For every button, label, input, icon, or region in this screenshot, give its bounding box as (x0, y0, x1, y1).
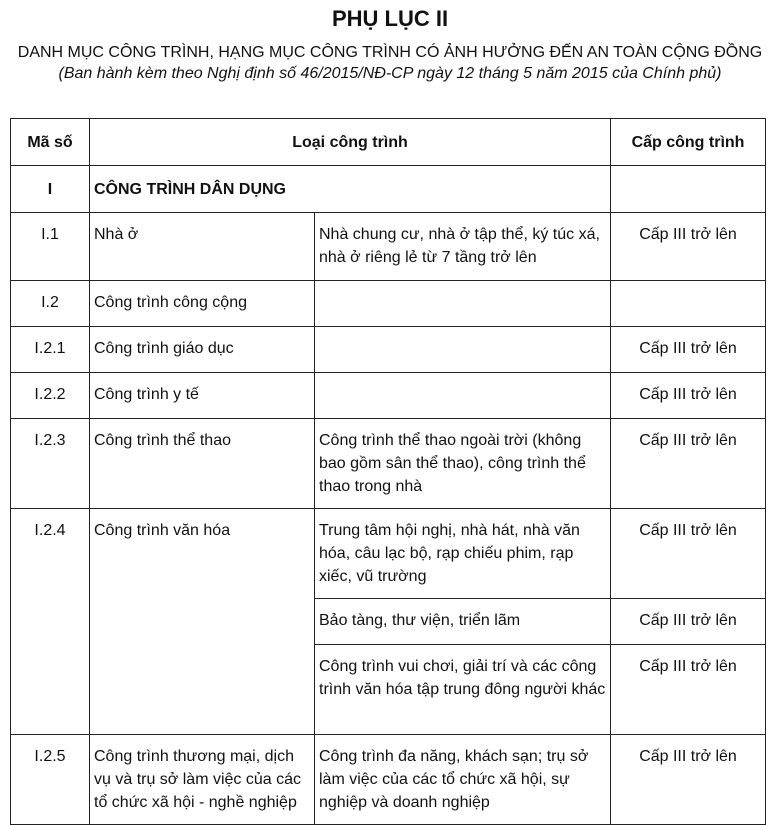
row-code: I.2.4 (11, 509, 90, 735)
header-level: Cấp công trình (611, 119, 766, 166)
row-desc: Trung tâm hội nghị, nhà hát, nhà văn hóa, câu lạc bộ, rạp chiếu phim, rạp xiếc, vũ trường (315, 509, 611, 599)
row-level: Cấp III trở lên (611, 327, 766, 373)
table-row (11, 327, 766, 373)
row-desc: Bảo tàng, thư viện, triển lãm (315, 599, 611, 645)
section-code: I (11, 166, 90, 213)
row-desc: Nhà chung cư, nhà ở tập thể, ký túc xá, nhà ở riêng lẻ từ 7 tầng trở lên (315, 213, 611, 281)
table-row (11, 213, 766, 281)
row-code: I.2.5 (11, 735, 90, 825)
decree-note: (Ban hành kèm theo Nghị định số 46/2015/NĐ-CP ngày 12 tháng 5 năm 2015 của Chính phủ) (58, 65, 722, 82)
row-code: I.2.1 (11, 327, 90, 373)
document-subtitle: DANH MỤC CÔNG TRÌNH, HẠNG MỤC CÔNG TRÌNH CÓ ẢNH HƯỞNG ĐẾN AN TOÀN CỘNG ĐỒNG (17, 44, 763, 61)
table-row (11, 419, 766, 509)
row-desc (315, 327, 611, 373)
row-level: Cấp III trở lên (611, 509, 766, 599)
row-level: Cấp III trở lên (611, 735, 766, 825)
row-type: Công trình thương mại, dịch vụ và trụ sở làm việc của các tổ chức xã hội - nghề nghiệp (90, 735, 315, 825)
row-type: Nhà ở (90, 213, 315, 281)
header-code: Mã số (11, 119, 90, 166)
header-type: Loại công trình (90, 119, 611, 166)
row-desc (315, 373, 611, 419)
row-desc (315, 281, 611, 327)
table-row (11, 735, 766, 825)
table-row (11, 509, 766, 599)
construction-table (10, 118, 766, 825)
row-level: Cấp III trở lên (611, 419, 766, 509)
document-header (0, 0, 780, 84)
row-level: Cấp III trở lên (611, 373, 766, 419)
row-desc: Công trình thể thao ngoài trời (không bao gồm sân thể thao), công trình thể thao trong nhà (315, 419, 611, 509)
section-level (611, 166, 766, 213)
row-code: I.2 (11, 281, 90, 327)
row-code: I.2.3 (11, 419, 90, 509)
table-header-row (11, 119, 766, 166)
row-type: Công trình thể thao (90, 419, 315, 509)
row-desc: Công trình vui chơi, giải trí và các công trình văn hóa tập trung đông người khác (315, 645, 611, 735)
row-code: I.1 (11, 213, 90, 281)
row-type: Công trình văn hóa (90, 509, 315, 735)
section-label: CÔNG TRÌNH DÂN DỤNG (90, 166, 611, 213)
section-row (11, 166, 766, 213)
table-row (11, 373, 766, 419)
table-row (11, 281, 766, 327)
row-level: Cấp III trở lên (611, 645, 766, 735)
row-level: Cấp III trở lên (611, 213, 766, 281)
row-desc: Công trình đa năng, khách sạn; trụ sở làm việc của các tổ chức xã hội, sự nghiệp và doanh nghiệp (315, 735, 611, 825)
document-title: PHỤ LỤC II (331, 6, 449, 31)
row-type: Công trình y tế (90, 373, 315, 419)
row-code: I.2.2 (11, 373, 90, 419)
row-level: Cấp III trở lên (611, 599, 766, 645)
row-type: Công trình giáo dục (90, 327, 315, 373)
row-level (611, 281, 766, 327)
row-type: Công trình công cộng (90, 281, 315, 327)
